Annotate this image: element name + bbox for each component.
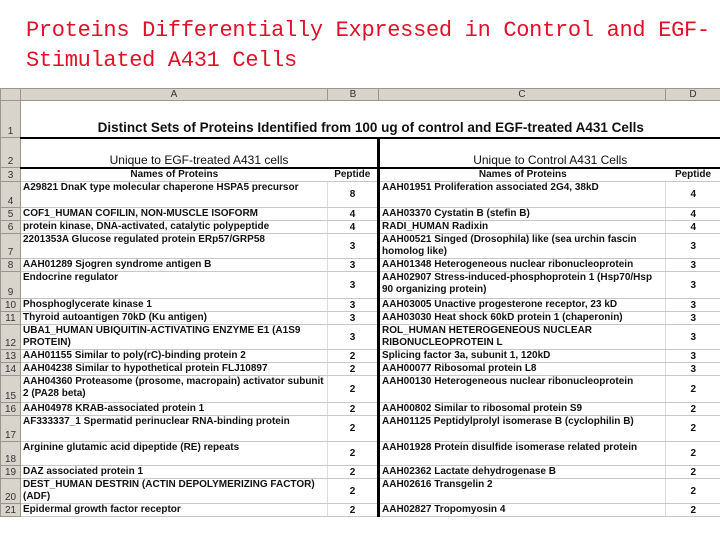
control-peptide-count[interactable]: 3 [666, 259, 720, 272]
egf-peptide-count[interactable]: 2 [328, 350, 379, 363]
control-protein-name[interactable]: AAH02907 Stress-induced-phosphoprotein 1 (Hsp70/Hsp 90 organizing protein) [379, 272, 666, 299]
row-header[interactable]: 7 [1, 234, 21, 259]
control-peptide-count[interactable]: 2 [666, 416, 720, 442]
row-header[interactable]: 6 [1, 221, 21, 234]
table-row [1, 182, 720, 208]
control-peptide-count[interactable]: 2 [666, 442, 720, 466]
row-header[interactable]: 21 [1, 504, 21, 517]
control-protein-name[interactable]: AAH00802 Similar to ribosomal protein S9 [379, 403, 666, 416]
egf-protein-name[interactable]: DAZ associated protein 1 [21, 466, 328, 479]
row-header[interactable]: 19 [1, 466, 21, 479]
control-protein-name[interactable]: AAH01928 Protein disulfide isomerase related protein [379, 442, 666, 466]
control-protein-name[interactable]: AAH02616 Transgelin 2 [379, 479, 666, 504]
egf-peptide-count[interactable]: 3 [328, 325, 379, 350]
egf-heading: Unique to EGF-treated A431 cells [21, 138, 379, 168]
egf-peptide-count[interactable]: 3 [328, 272, 379, 299]
control-peptide-count[interactable]: 3 [666, 350, 720, 363]
egf-protein-name[interactable]: Thyroid autoantigen 70kD (Ku antigen) [21, 312, 328, 325]
egf-protein-name[interactable]: UBA1_HUMAN UBIQUITIN-ACTIVATING ENZYME E1 (A1S9 PROTEIN) [21, 325, 328, 350]
egf-protein-name[interactable]: Epidermal growth factor receptor [21, 504, 328, 517]
table-row [1, 376, 720, 403]
control-peptide-count[interactable]: 3 [666, 325, 720, 350]
row-header[interactable]: 2 [1, 138, 21, 168]
control-protein-name[interactable]: AAH02362 Lactate dehydrogenase B [379, 466, 666, 479]
egf-peptide-count[interactable]: 2 [328, 466, 379, 479]
egf-protein-name[interactable]: Phosphoglycerate kinase 1 [21, 299, 328, 312]
egf-peptide-count[interactable]: 2 [328, 504, 379, 517]
egf-peptide-count[interactable]: 4 [328, 221, 379, 234]
table-row [1, 299, 720, 312]
egf-peptide-count[interactable]: 3 [328, 259, 379, 272]
table-row [1, 504, 720, 517]
control-protein-name[interactable]: AAH01348 Heterogeneous nuclear ribonucleoprotein [379, 259, 666, 272]
egf-protein-name[interactable]: protein kinase, DNA-activated, catalytic polypeptide [21, 221, 328, 234]
control-protein-name[interactable]: AAH00130 Heterogeneous nuclear ribonucleoprotein [379, 376, 666, 403]
egf-protein-name[interactable]: AAH01289 Sjogren syndrome antigen B [21, 259, 328, 272]
table-row [1, 312, 720, 325]
table-row [1, 259, 720, 272]
table-row [1, 442, 720, 466]
control-protein-name[interactable]: RADI_HUMAN Radixin [379, 221, 666, 234]
control-names-header: Names of Proteins [379, 168, 666, 182]
table-row [1, 208, 720, 221]
column-header-a[interactable]: A [21, 89, 328, 101]
row-header[interactable]: 13 [1, 350, 21, 363]
control-protein-name[interactable]: AAH02827 Tropomyosin 4 [379, 504, 666, 517]
row-header[interactable]: 14 [1, 363, 21, 376]
control-protein-name[interactable]: AAH00521 Singed (Drosophila) like (sea urchin fascin homolog like) [379, 234, 666, 259]
row-header[interactable]: 16 [1, 403, 21, 416]
control-peptide-count[interactable]: 3 [666, 312, 720, 325]
egf-protein-name[interactable]: AAH04238 Similar to hypothetical protein FLJ10897 [21, 363, 328, 376]
control-peptide-count[interactable]: 2 [666, 403, 720, 416]
table-row [1, 416, 720, 442]
egf-protein-name[interactable]: AAH04360 Proteasome (prosome, macropain) activator subunit 2 (PA28 beta) [21, 376, 328, 403]
control-peptide-count[interactable]: 4 [666, 208, 720, 221]
egf-peptide-count[interactable]: 3 [328, 312, 379, 325]
control-protein-name[interactable]: AAH00077 Ribosomal protein L8 [379, 363, 666, 376]
egf-peptide-header: Peptide [328, 168, 379, 182]
egf-peptide-count[interactable]: 2 [328, 416, 379, 442]
table-row [1, 234, 720, 259]
control-peptide-count[interactable]: 3 [666, 234, 720, 259]
table-row [1, 403, 720, 416]
row-header[interactable]: 8 [1, 259, 21, 272]
row-header[interactable]: 1 [1, 101, 21, 138]
title-row [1, 101, 720, 138]
spreadsheet [0, 88, 720, 516]
control-protein-name[interactable]: AAH01125 Peptidylprolyl isomerase B (cyclophilin B) [379, 416, 666, 442]
row-header[interactable]: 4 [1, 182, 21, 208]
control-protein-name[interactable]: AAH03370 Cystatin B (stefin B) [379, 208, 666, 221]
select-all-corner[interactable] [1, 89, 21, 101]
table-row [1, 466, 720, 479]
column-header-b[interactable]: B [328, 89, 379, 101]
egf-peptide-count[interactable]: 2 [328, 363, 379, 376]
row-header[interactable]: 12 [1, 325, 21, 350]
row-header[interactable]: 15 [1, 376, 21, 403]
egf-peptide-count[interactable]: 3 [328, 299, 379, 312]
column-header-c[interactable]: C [379, 89, 666, 101]
table-row [1, 325, 720, 350]
control-peptide-count[interactable]: 3 [666, 363, 720, 376]
control-peptide-count[interactable]: 2 [666, 479, 720, 504]
sheet-title: Distinct Sets of Proteins Identified from 100 ug of control and EGF-treated A431 Cells [21, 101, 720, 138]
table-row [1, 350, 720, 363]
table-row [1, 479, 720, 504]
row-header[interactable]: 5 [1, 208, 21, 221]
column-header-d[interactable]: D [666, 89, 720, 101]
control-peptide-count[interactable]: 3 [666, 299, 720, 312]
control-protein-name[interactable]: Splicing factor 3a, subunit 1, 120kD [379, 350, 666, 363]
control-peptide-count[interactable]: 4 [666, 221, 720, 234]
egf-peptide-count[interactable]: 2 [328, 376, 379, 403]
control-peptide-header: Peptide [666, 168, 720, 182]
row-header[interactable]: 11 [1, 312, 21, 325]
control-peptide-count[interactable]: 2 [666, 376, 720, 403]
table-row [1, 363, 720, 376]
row-header[interactable]: 18 [1, 442, 21, 466]
row-header[interactable]: 10 [1, 299, 21, 312]
control-heading: Unique to Control A431 Cells [379, 138, 720, 168]
row-header[interactable]: 20 [1, 479, 21, 504]
control-protein-name[interactable]: AAH03030 Heat shock 60kD protein 1 (chaperonin) [379, 312, 666, 325]
control-peptide-count[interactable]: 3 [666, 272, 720, 299]
egf-protein-name[interactable]: AAH04978 KRAB-associated protein 1 [21, 403, 328, 416]
egf-protein-name[interactable]: AAH01155 Similar to poly(rC)-binding protein 2 [21, 350, 328, 363]
control-peptide-count[interactable]: 2 [666, 504, 720, 517]
control-protein-name[interactable]: AAH03005 Unactive progesterone receptor, 23 kD [379, 299, 666, 312]
row-header[interactable]: 3 [1, 168, 21, 182]
column-header-row [1, 89, 720, 101]
egf-peptide-count[interactable]: 2 [328, 479, 379, 504]
row-header[interactable]: 17 [1, 416, 21, 442]
control-peptide-count[interactable]: 4 [666, 182, 720, 208]
row-header[interactable]: 9 [1, 272, 21, 299]
heading-row [1, 138, 720, 168]
egf-protein-name[interactable]: 2201353A Glucose regulated protein ERp57/GRP58 [21, 234, 328, 259]
column-labels-row [1, 168, 720, 182]
control-protein-name[interactable]: AAH01951 Proliferation associated 2G4, 38kD [379, 182, 666, 208]
protein-table [0, 88, 720, 517]
egf-protein-name[interactable]: Arginine glutamic acid dipeptide (RE) repeats [21, 442, 328, 466]
egf-protein-name[interactable]: Endocrine regulator [21, 272, 328, 299]
table-row [1, 272, 720, 299]
egf-peptide-count[interactable]: 4 [328, 208, 379, 221]
egf-peptide-count[interactable]: 8 [328, 182, 379, 208]
egf-names-header: Names of Proteins [21, 168, 328, 182]
egf-peptide-count[interactable]: 2 [328, 403, 379, 416]
control-protein-name[interactable]: ROL_HUMAN HETEROGENEOUS NUCLEAR RIBONUCLEOPROTEIN L [379, 325, 666, 350]
egf-protein-name[interactable]: COF1_HUMAN COFILIN, NON-MUSCLE ISOFORM [21, 208, 328, 221]
egf-protein-name[interactable]: A29821 DnaK type molecular chaperone HSPA5 precursor [21, 182, 328, 208]
table-row [1, 221, 720, 234]
egf-peptide-count[interactable]: 2 [328, 442, 379, 466]
control-peptide-count[interactable]: 2 [666, 466, 720, 479]
slide-title: Proteins Differentially Expressed in Control and EGF-Stimulated A431 Cells [26, 18, 710, 73]
egf-protein-name[interactable]: DEST_HUMAN DESTRIN (ACTIN DEPOLYMERIZING FACTOR) (ADF) [21, 479, 328, 504]
egf-peptide-count[interactable]: 3 [328, 234, 379, 259]
egf-protein-name[interactable]: AF333337_1 Spermatid perinuclear RNA-binding protein [21, 416, 328, 442]
